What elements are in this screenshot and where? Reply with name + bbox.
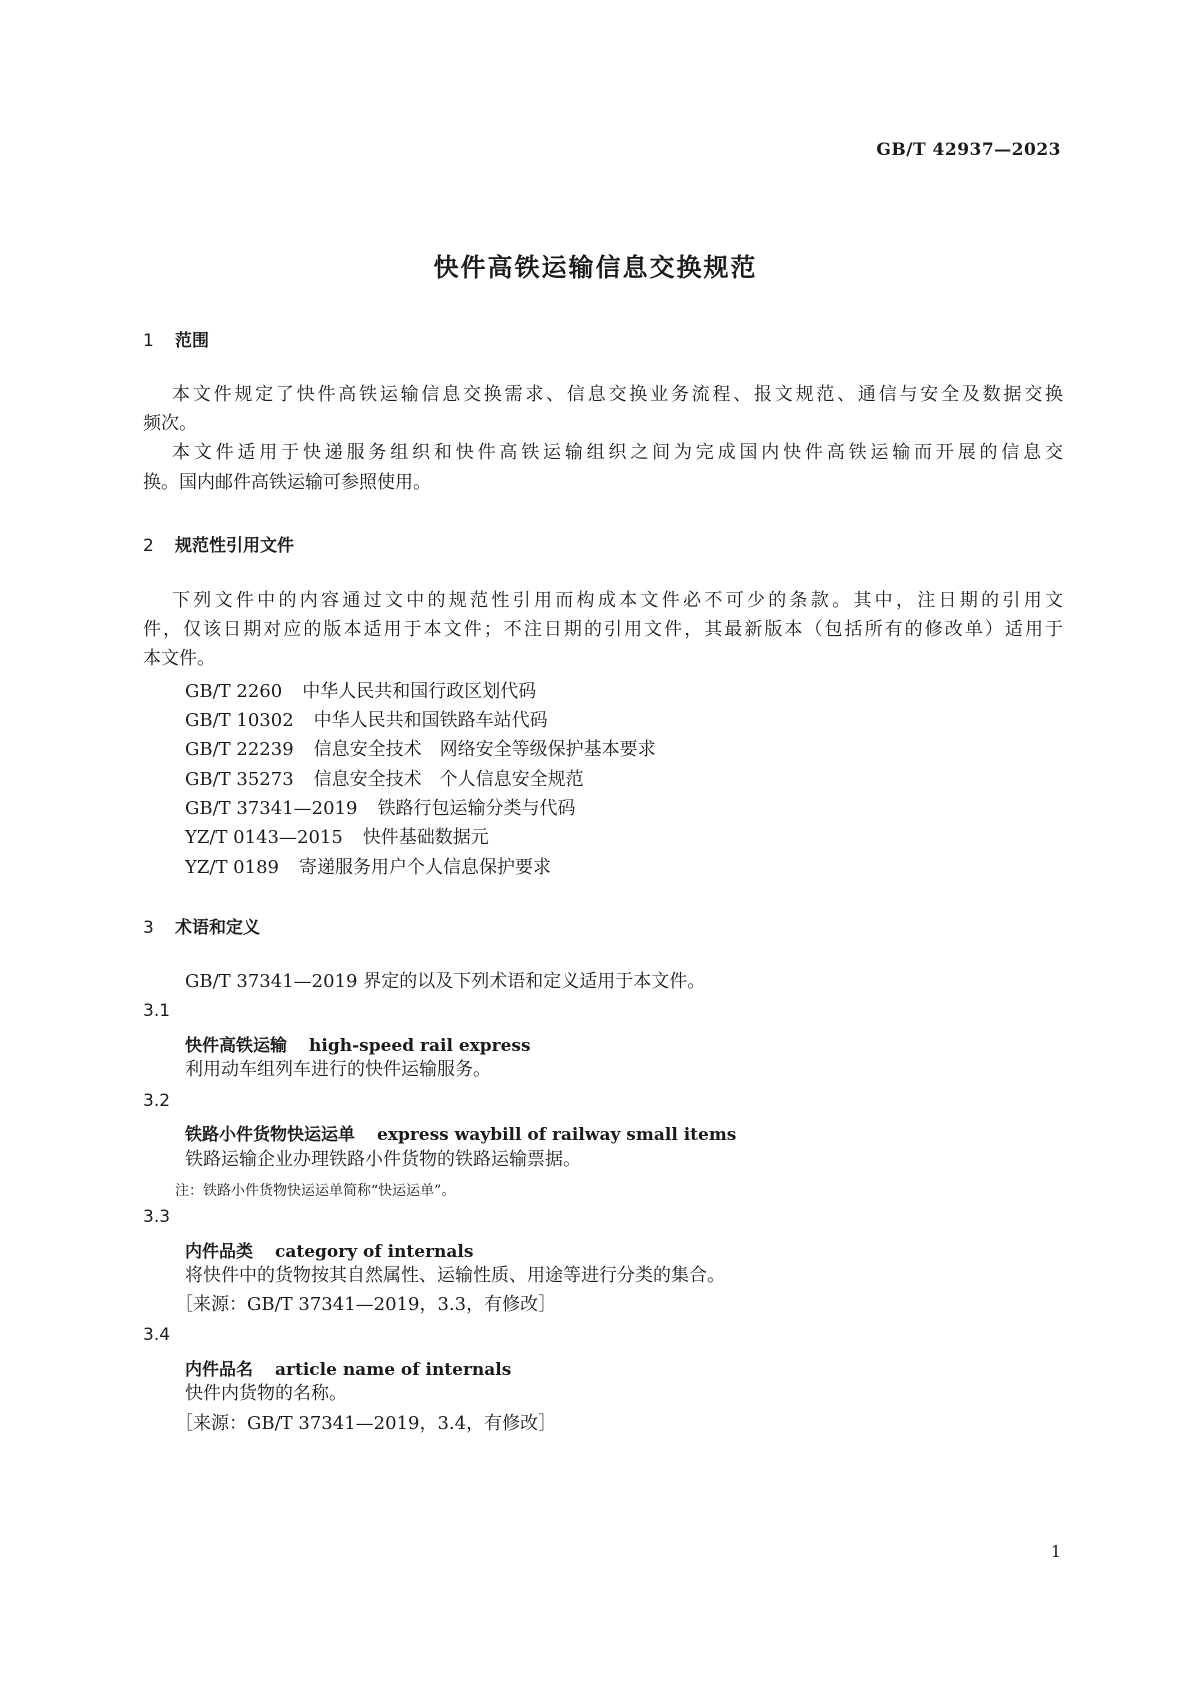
section-intro: GB/T 37341—2019 界定的以及下列术语和定义适用于本文件。 — [185, 971, 706, 992]
reference-title: 中华人民共和国铁路车站代码 — [313, 710, 548, 731]
reference-item — [185, 677, 536, 703]
reference-title: 寄递服务用户个人信息保护要求 — [299, 857, 551, 878]
section-number: 3 — [143, 918, 154, 938]
term-zh: 内件品类 — [185, 1242, 253, 1262]
term-entry — [185, 1031, 531, 1056]
section-1-heading — [143, 326, 209, 351]
term-definition: 将快件中的货物按其自然属性、运输性质、用途等进行分类的集合。 — [185, 1265, 725, 1286]
paragraph: 本文件适用于快递服务组织和快件高铁运输组织之间为完成国内快件高铁运输而开展的信息交 — [172, 442, 1063, 463]
reference-code: GB/T 2260 — [185, 681, 283, 702]
reference-code: GB/T 22239 — [185, 739, 294, 760]
reference-title: 中华人民共和国行政区划代码 — [302, 681, 537, 702]
term-zh: 铁路小件货物快运运单 — [185, 1125, 355, 1145]
clause-number: 3.2 — [143, 1091, 171, 1111]
paragraph: 下列文件中的内容通过文中的规范性引用而构成本文件必不可少的条款。其中，注日期的引用文 — [172, 590, 1063, 611]
term-zh: 快件高铁运输 — [185, 1036, 287, 1056]
term-en: high-speed rail express — [309, 1036, 531, 1056]
paragraph: 件，仅该日期对应的版本适用于本文件；不注日期的引用文件，其最新版本（包括所有的修改单）适用于 — [143, 619, 1063, 640]
clause-number: 3.1 — [143, 1001, 171, 1021]
section-2-heading — [143, 531, 294, 556]
section-title: 范围 — [175, 331, 209, 351]
reference-title: 信息安全技术 网络安全等级保护基本要求 — [313, 739, 656, 760]
reference-item — [185, 823, 489, 849]
page-number: 1 — [1050, 1542, 1061, 1561]
reference-item — [185, 765, 584, 791]
paragraph: 本文件规定了快件高铁运输信息交换需求、信息交换业务流程、报文规范、通信与安全及数据交换 — [172, 384, 1063, 405]
paragraph-continuation: 本文件。 — [143, 648, 215, 669]
section-title: 术语和定义 — [175, 918, 260, 938]
term-note: 注：铁路小件货物快运运单简称“快运运单”。 — [175, 1183, 456, 1199]
reference-code: GB/T 10302 — [185, 710, 294, 731]
term-definition: 铁路运输企业办理铁路小件货物的铁路运输票据。 — [185, 1149, 581, 1170]
term-entry — [185, 1355, 511, 1380]
paragraph-continuation: 频次。 — [143, 413, 197, 434]
reference-title: 信息安全技术 个人信息安全规范 — [313, 769, 584, 790]
term-source: ［来源：GB/T 37341—2019，3.4，有修改］ — [175, 1413, 557, 1434]
reference-code: GB/T 37341—2019 — [185, 798, 358, 819]
term-source: ［来源：GB/T 37341—2019，3.3，有修改］ — [175, 1294, 557, 1315]
document-title: 快件高铁运输信息交换规范 — [433, 253, 758, 282]
section-number: 1 — [143, 331, 154, 351]
term-entry — [185, 1120, 736, 1145]
clause-number: 3.4 — [143, 1325, 171, 1345]
reference-code: YZ/T 0189 — [185, 857, 279, 878]
section-title: 规范性引用文件 — [175, 536, 294, 556]
clause-number: 3.3 — [143, 1207, 171, 1227]
reference-item — [185, 735, 656, 761]
reference-title: 铁路行包运输分类与代码 — [377, 798, 576, 819]
section-number: 2 — [143, 536, 154, 556]
term-definition: 快件内货物的名称。 — [185, 1383, 347, 1404]
term-en: express waybill of railway small items — [377, 1125, 737, 1145]
reference-title: 快件基础数据元 — [362, 827, 489, 848]
term-en: category of internals — [275, 1242, 474, 1262]
standard-code: GB/T 42937—2023 — [876, 140, 1061, 160]
section-3-heading — [143, 913, 260, 938]
term-en: article name of internals — [275, 1360, 512, 1380]
term-definition: 利用动车组列车进行的快件运输服务。 — [185, 1059, 491, 1080]
reference-code: YZ/T 0143—2015 — [185, 827, 343, 848]
term-zh: 内件品名 — [185, 1360, 253, 1380]
term-entry — [185, 1237, 473, 1262]
reference-item — [185, 794, 575, 820]
reference-code: GB/T 35273 — [185, 769, 294, 790]
reference-item — [185, 706, 548, 732]
paragraph-continuation: 换。国内邮件高铁运输可参照使用。 — [143, 472, 431, 493]
reference-item — [185, 853, 551, 879]
